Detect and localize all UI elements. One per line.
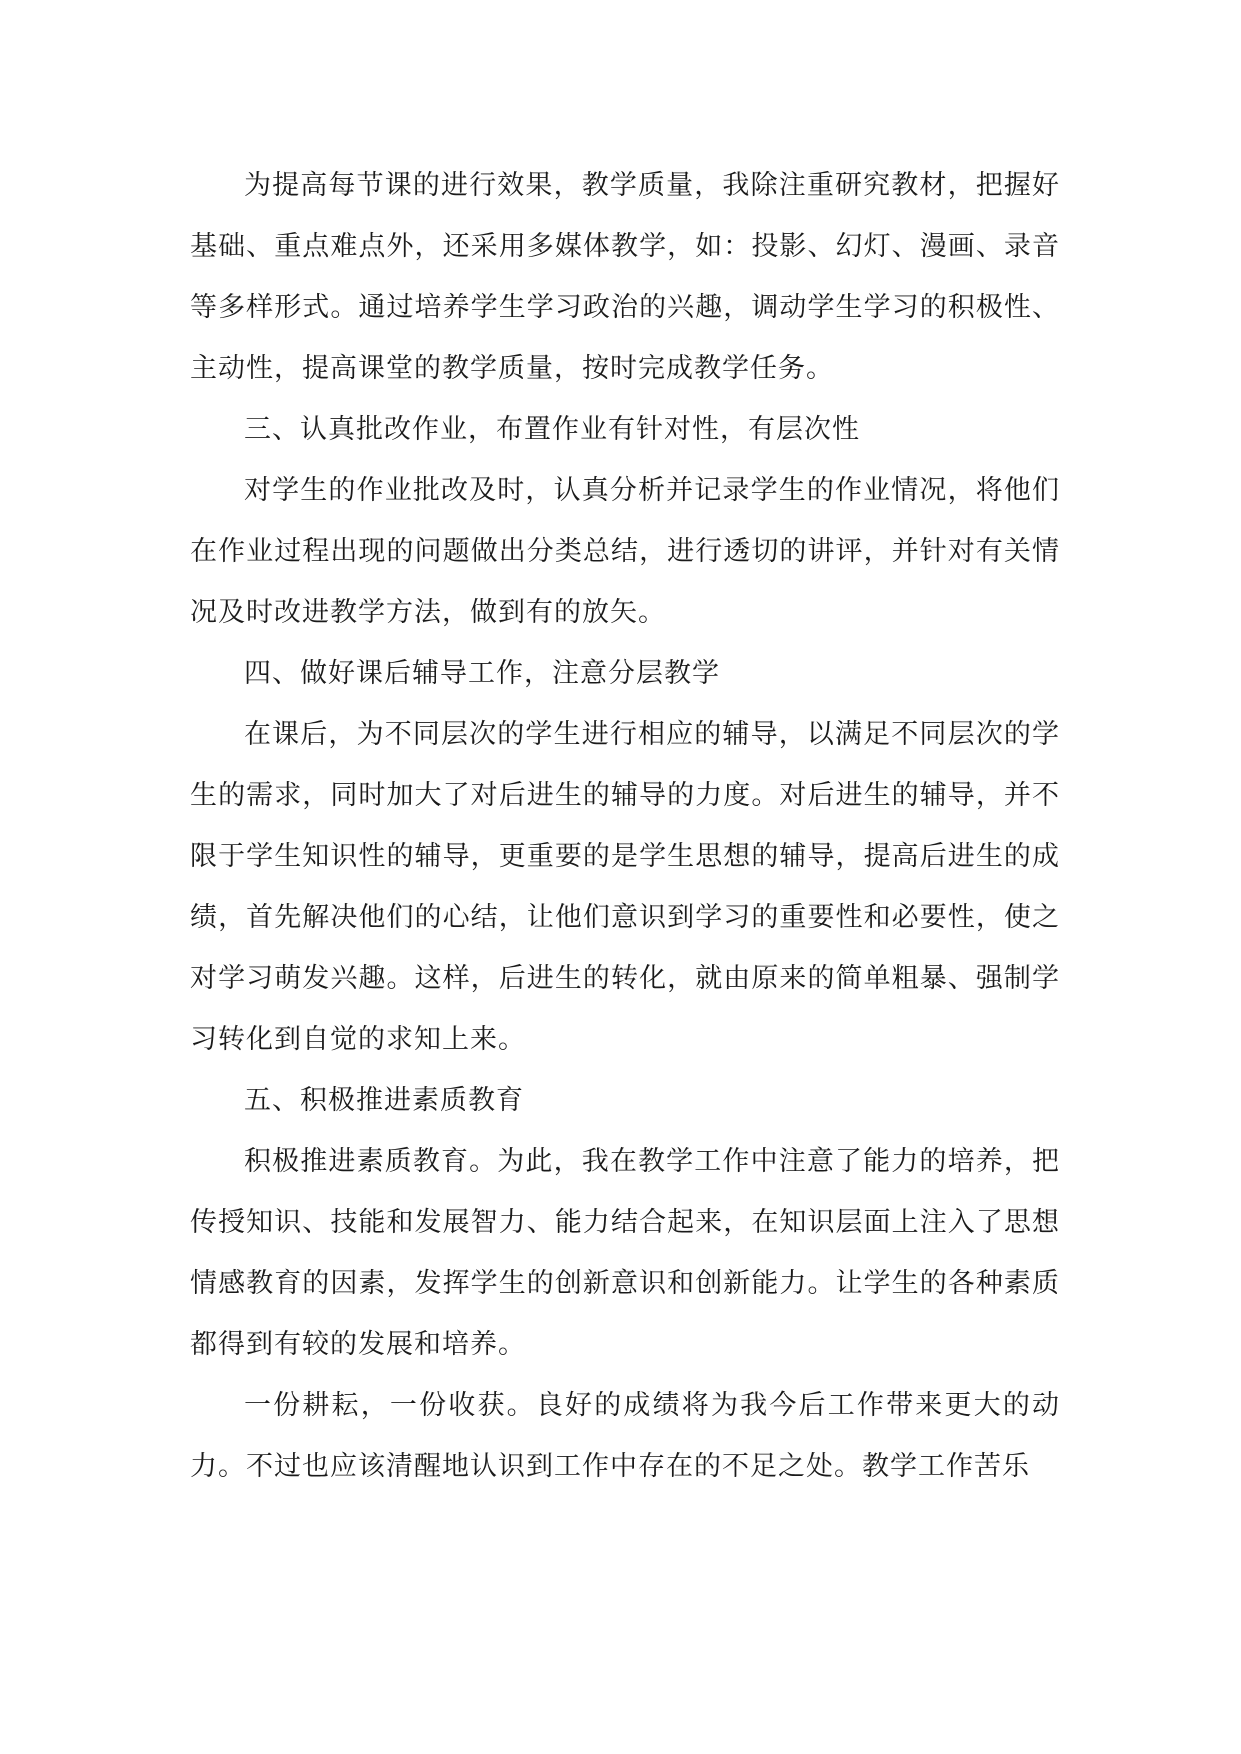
- paragraph-quality-education: 积极推进素质教育。为此，我在教学工作中注意了能力的培养，把传授知识、技能和发展智力、能力结合起来，在知识层面上注入了思想情感教育的因素，发挥学生的创新意识和创新能力。让学生的各种素质都得到有较的发展和培养。: [190, 1146, 1060, 1360]
- paragraph-teaching-methods: 为提高每节课的进行效果，教学质量，我除注重研究教材，把握好基础、重点难点外，还采用多媒体教学，如：投影、幻灯、漫画、录音等多样形式。通过培养学生学习政治的兴趣，调动学生学习的积极性、主动性，提高课堂的教学质量，按时完成教学任务。: [190, 170, 1060, 384]
- section-heading-homework: 三、认真批改作业，布置作业有针对性，有层次性: [244, 414, 860, 445]
- paragraph-homework: 对学生的作业批改及时，认真分析并记录学生的作业情况，将他们在作业过程出现的问题做出分类总结，进行透切的讲评，并针对有关情况及时改进教学方法，做到有的放矢。: [190, 475, 1060, 628]
- document-body: [190, 155, 1060, 1497]
- paragraph-conclusion: 一份耕耘，一份收获。良好的成绩将为我今后工作带来更大的动力。不过也应该清醒地认识到工作中存在的不足之处。教学工作苦乐: [190, 1390, 1060, 1482]
- section-heading-tutoring: 四、做好课后辅导工作，注意分层教学: [244, 658, 720, 689]
- paragraph-tutoring: 在课后，为不同层次的学生进行相应的辅导，以满足不同层次的学生的需求，同时加大了对后进生的辅导的力度。对后进生的辅导，并不限于学生知识性的辅导，更重要的是学生思想的辅导，提高后进生的成绩，首先解决他们的心结，让他们意识到学习的重要性和必要性，使之对学习萌发兴趣。这样，后进生的转化，就由原来的简单粗暴、强制学习转化到自觉的求知上来。: [190, 719, 1060, 1055]
- section-heading-quality-education: 五、积极推进素质教育: [244, 1085, 524, 1116]
